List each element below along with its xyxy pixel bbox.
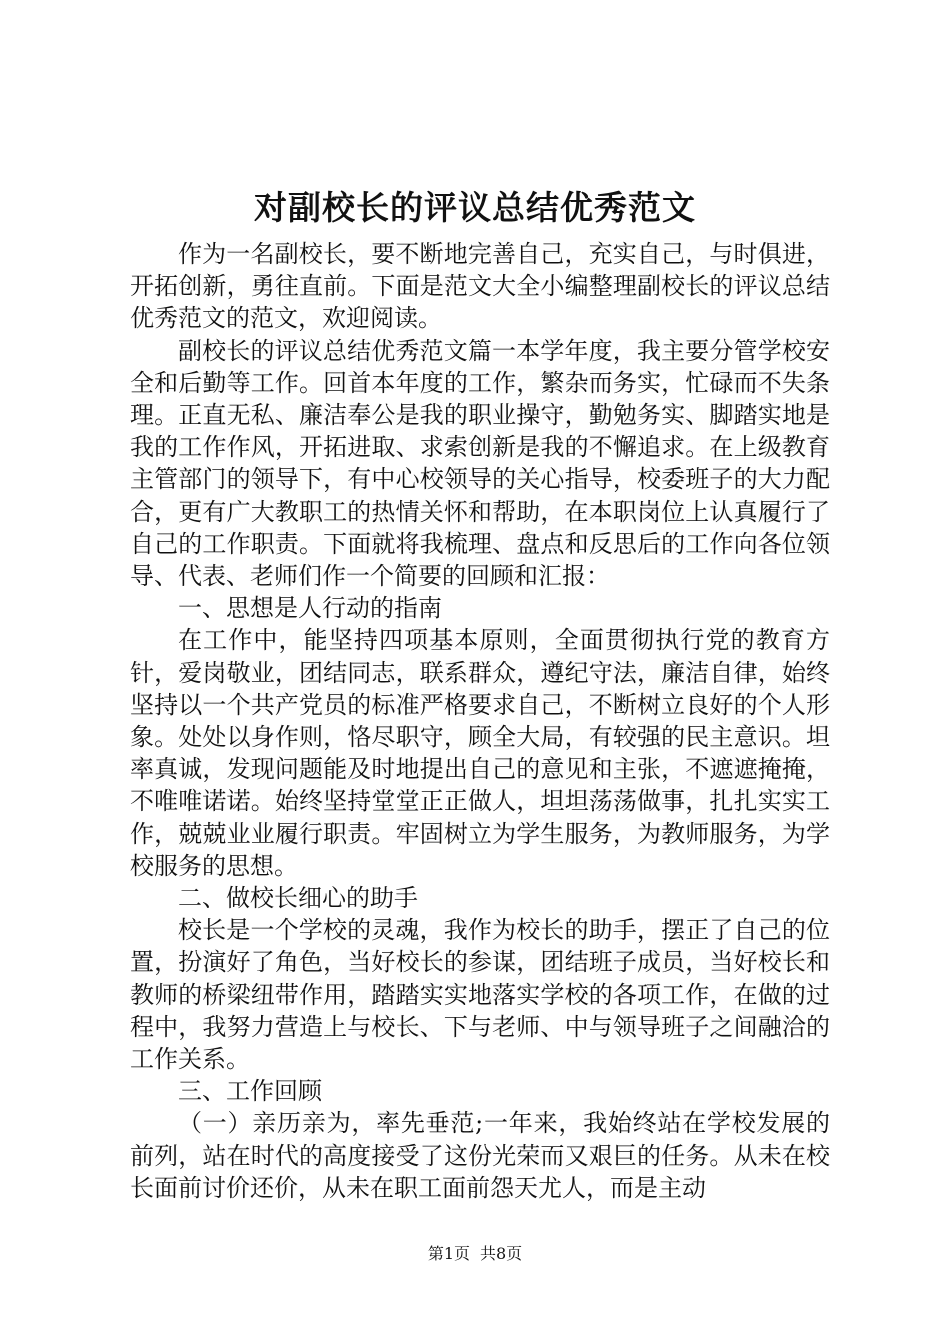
paragraph-intro: 作为一名副校长，要不断地完善自己，充实自己，与时俱进，开拓创新，勇往直前。下面是范文大全小编整理副校长的评议总结优秀范文的范文，欢迎阅读。 [130, 240, 830, 333]
page-number: 第1页 [427, 1244, 470, 1263]
page-total: 共8页 [480, 1244, 523, 1263]
document-title: 对副校长的评议总结优秀范文 [254, 188, 696, 227]
section-heading-2: 二、做校长细心的助手 [178, 884, 418, 913]
section-heading-3: 三、工作回顾 [178, 1077, 322, 1106]
page-footer [0, 1243, 950, 1265]
section-heading-1: 一、思想是人行动的指南 [178, 594, 442, 623]
paragraph-section-1: 在工作中，能坚持四项基本原则，全面贯彻执行党的教育方针，爱岗敬业，团结同志，联系群众，遵纪守法，廉洁自律，始终坚持以一个共产党员的标准严格要求自己，不断树立良好的个人形象。处处以身作则，恪尽职守，顾全大局，有较强的民主意识。坦率真诚，发现问题能及时地提出自己的意见和主张，不遮遮掩掩，不唯唯诺诺。始终坚持堂堂正正做人，坦坦荡荡做事，扎扎实实工作，兢兢业业履行职责。牢固树立为学生服务，为教师服务，为学校服务的思想。 [130, 626, 830, 880]
paragraph-overview: 副校长的评议总结优秀范文篇一本学年度，我主要分管学校安全和后勤等工作。回首本年度的工作，繁杂而务实，忙碌而不失条理。正直无私、廉洁奉公是我的职业操守，勤勉务实、脚踏实地是我的工作作风，开拓进取、求索创新是我的不懈追求。在上级教育主管部门的领导下，有中心校领导的关心指导，校委班子的大力配合，更有广大教职工的热情关怀和帮助，在本职岗位上认真履行了自己的工作职责。下面就将我梳理、盘点和反思后的工作向各位领导、代表、老师们作一个简要的回顾和汇报： [130, 336, 830, 591]
paragraph-section-3: （一）亲历亲为，率先垂范;一年来，我始终站在学校发展的前列，站在时代的高度接受了这份光荣而又艰巨的任务。从未在校长面前讨价还价，从未在职工面前怨天尤人，而是主动 [130, 1109, 830, 1202]
paragraph-section-2: 校长是一个学校的灵魂，我作为校长的助手，摆正了自己的位置，扮演好了角色，当好校长的参谋，团结班子成员，当好校长和教师的桥梁纽带作用，踏踏实实地落实学校的各项工作，在做的过程中，我努力营造上与校长、下与老师、中与领导班子之间融洽的工作关系。 [130, 916, 830, 1074]
document-body [130, 238, 830, 1204]
